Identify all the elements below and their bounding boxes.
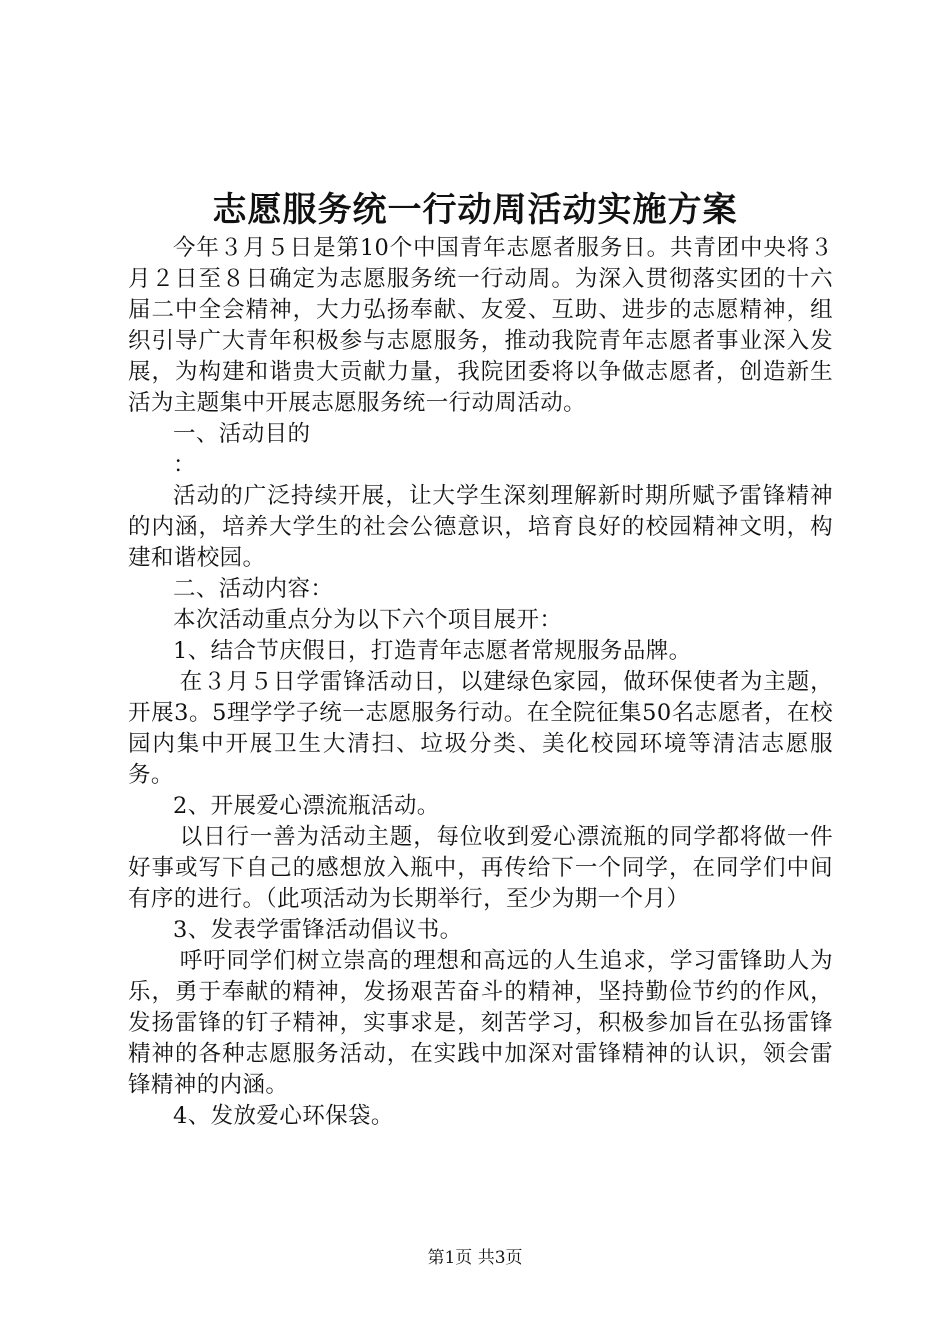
- paragraph-content-intro: 本次活动重点分为以下六个项目展开：: [173, 607, 563, 633]
- heading-activity-purpose: 一、活动目的: [173, 421, 311, 447]
- paragraph-purpose: 活动的广泛持续开展，让大学生深刻理解新时期所赋予雷锋精神的内涵，培养大学生的社会公德意识，培育良好的校园精神文明，构建和谐校园。: [128, 483, 833, 571]
- item-1-heading: 1、结合节庆假日，打造青年志愿者常规服务品牌。: [173, 638, 692, 664]
- colon-line: ：: [173, 452, 196, 478]
- item-4-heading: 4、发放爱心环保袋。: [173, 1103, 394, 1129]
- document-body: [128, 233, 833, 1132]
- item-1-body: 在３月５日学雷锋活动日，以建绿色家园，做环保使者为主题，开展3。5理学学子统一志愿服务行动。在全院征集50名志愿者，在校园内集中开展卫生大清扫、垃圾分类、美化校园环境等清洁志愿服务。: [128, 669, 833, 788]
- item-2-body: 以日行一善为活动主题，每位收到爱心漂流瓶的同学都将做一件好事或写下自己的感想放入瓶中，再传给下一个同学，在同学们中间有序的进行。（此项活动为长期举行，至少为期一个月）: [128, 824, 833, 912]
- item-2-heading: 2、开展爱心漂流瓶活动。: [173, 793, 440, 819]
- page-footer: 第1页 共3页: [427, 1248, 523, 1268]
- document-title: 志愿服务统一行动周活动实施方案: [212, 190, 738, 230]
- heading-activity-content: 二、活动内容：: [173, 576, 334, 602]
- item-3-body: 呼吁同学们树立崇高的理想和高远的人生追求，学习雷锋助人为乐，勇于奉献的精神，发扬艰苦奋斗的精神，坚持勤俭节约的作风，发扬雷锋的钉子精神，实事求是，刻苦学习，积极参加旨在弘扬雷锋精神的各种志愿服务活动，在实践中加深对雷锋精神的认识，领会雷锋精神的内涵。: [128, 948, 833, 1098]
- paragraph-intro: 今年３月５日是第10个中国青年志愿者服务日。共青团中央将３月２日至８日确定为志愿服务统一行动周。为深入贯彻落实团的十六届二中全会精神，大力弘扬奉献、友爱、互助、进步的志愿精神，组织引导广大青年积极参与志愿服务，推动我院青年志愿者事业深入发展，为构建和谐贵大贡献力量，我院团委将以争做志愿者，创造新生活为主题集中开展志愿服务统一行动周活动。: [128, 235, 833, 416]
- item-3-heading: 3、发表学雷锋活动倡议书。: [173, 917, 463, 943]
